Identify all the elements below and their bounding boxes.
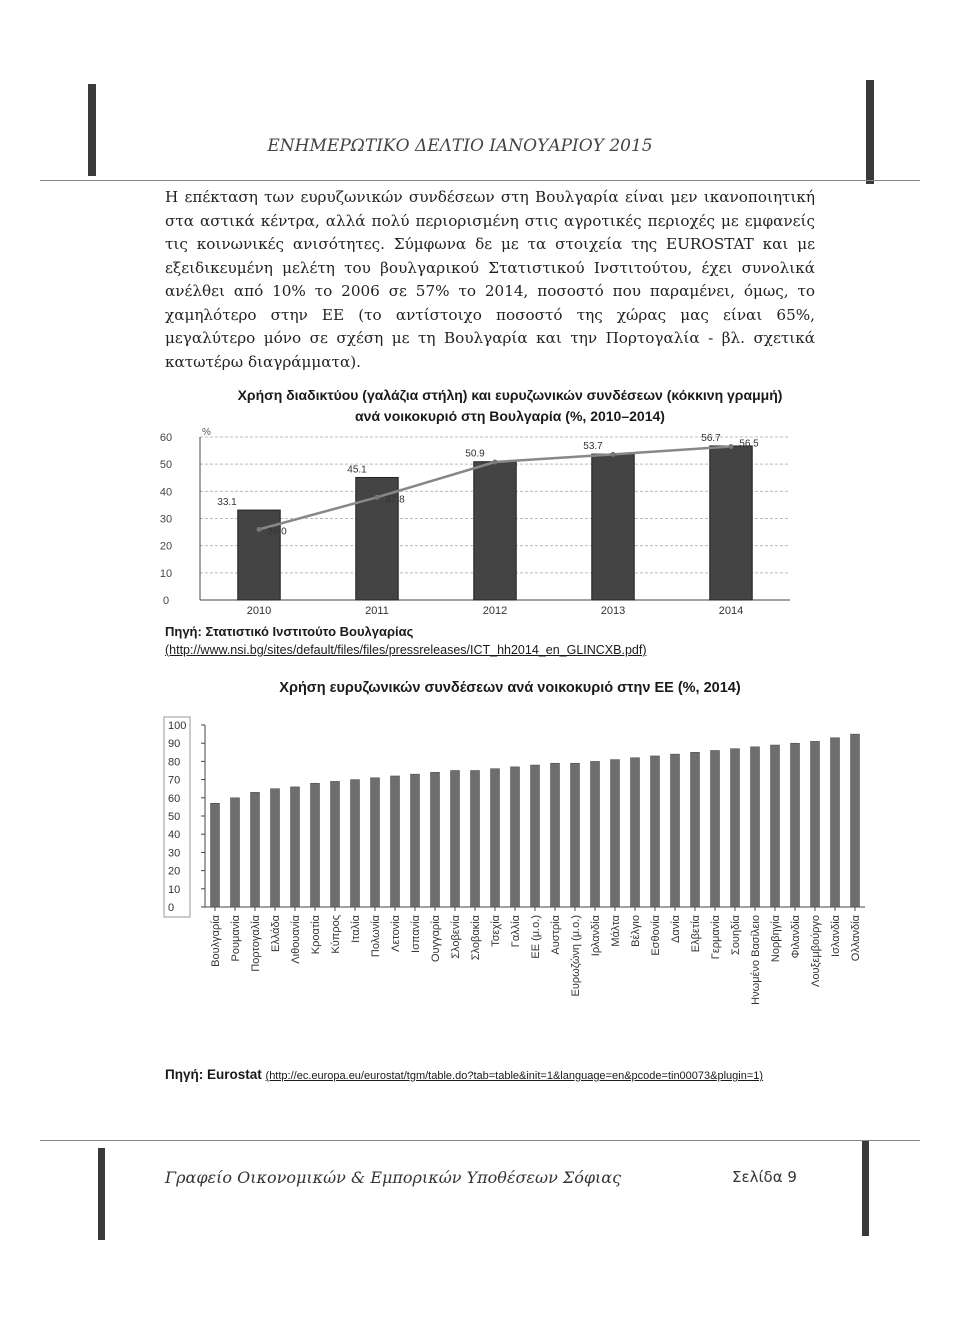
chart1-source-label-text: Πηγή: Στατιστικό Ινστιτούτο Βουλγαρίας <box>165 624 414 639</box>
chart2-xtick-label: Βέλγιο <box>630 915 642 947</box>
bottom-left-decor-bar <box>98 1148 105 1240</box>
chart2-xtick-label: Λουξεμβούργο <box>810 915 822 987</box>
chart1-ytick-label: 20 <box>159 540 173 553</box>
footer-office-name: Γραφείο Οικονομικών & Εμπορικών Υποθέσεων Σόφιας <box>165 1168 622 1187</box>
chart2-ytick-label: 80 <box>168 756 181 769</box>
chart2-ytick-label: 0 <box>168 902 175 914</box>
chart1-bar-label: 56.7 <box>701 432 721 444</box>
chart2-bar <box>731 749 740 907</box>
chart2-bar <box>831 738 840 907</box>
chart2-ytick-label: 100 <box>168 720 187 732</box>
top-left-decor-bar <box>88 84 96 176</box>
chart2-ytick-label: 50 <box>168 811 181 823</box>
page-header-title: ΕΝΗΜΕΡΩΤΙΚΟ ΔΕΛΤΙΟ ΙΑΝΟΥΑΡΙΟΥ 2015 <box>267 136 653 156</box>
chart2-xtick-label: Πολωνία <box>370 915 382 958</box>
chart2-source-label: Πηγή: Eurostat <box>165 1067 262 1082</box>
chart2-xtick-label: Ισλανδία <box>830 915 842 957</box>
top-right-decor-bar <box>866 80 874 184</box>
chart1-source-label <box>165 624 413 639</box>
chart1-ytick-label: 0 <box>162 595 170 607</box>
chart2-xtick-label: ΕΕ (μ.ο.) <box>530 915 542 959</box>
footer-page-number: Σελίδα 9 <box>732 1168 797 1186</box>
chart2-xtick-label: Μάλτα <box>610 915 622 947</box>
chart2-ytick-label: 20 <box>168 865 181 878</box>
chart1-xtick-label: 2011 <box>365 605 389 617</box>
chart2-xtick-label: Γερμανία <box>710 915 722 960</box>
chart2-xtick-label: Κροατία <box>310 915 322 955</box>
chart2-xtick-label: Βουλγαρία <box>210 915 222 967</box>
chart2-xtick-label: Νορβηγία <box>770 915 782 963</box>
bottom-right-decor-bar <box>862 1140 869 1236</box>
chart2-bar <box>371 778 380 907</box>
chart2-xtick-label: Ηνωμένο Βασίλειο <box>750 915 762 1005</box>
chart2-xtick-label: Ιταλία <box>350 915 362 943</box>
chart1-source-url[interactable] <box>165 642 647 657</box>
chart2-bar <box>531 765 540 907</box>
chart2-title: Χρήση ευρυζωνικών συνδέσεων ανά νοικοκυριό στην ΕΕ (%, 2014) <box>279 680 741 696</box>
chart1-ytick-label: 50 <box>159 459 173 472</box>
chart2-xtick-label: Ευρωζώνη (μ.ο.) <box>570 915 582 997</box>
chart1-line-point <box>611 452 616 457</box>
chart2-bar <box>571 763 580 907</box>
chart2-xtick-label: Λιθουανία <box>290 915 302 964</box>
footer-divider <box>40 1140 920 1141</box>
chart1-bar-label: 53.7 <box>583 441 603 453</box>
chart2-ytick-label: 30 <box>168 847 181 860</box>
chart1-title-line2: ανά νοικοκυριό στη Βουλγαρία (%, 2010–2014) <box>355 408 665 424</box>
chart2-bar <box>431 772 440 907</box>
chart2-xtick-label: Αυστρία <box>550 915 562 955</box>
eu-broadband-chart <box>160 715 880 1055</box>
chart1-bar <box>710 446 752 600</box>
chart1-xtick-label: 2013 <box>600 605 626 617</box>
chart2-xtick-label: Ολλανδία <box>850 915 862 962</box>
chart2-bar <box>271 789 280 907</box>
chart2-xtick-label: Εσθονία <box>650 915 662 956</box>
chart2-bar <box>771 745 780 907</box>
chart2-xtick-label: Ελβετία <box>690 915 702 953</box>
chart2-xtick-label: Λετονία <box>390 915 402 952</box>
chart2-source <box>165 1067 763 1082</box>
chart2-xtick-label: Ισπανία <box>410 915 422 953</box>
chart2-ytick-label: 70 <box>168 774 181 787</box>
chart2-xtick-label: Σλοβενία <box>450 915 462 959</box>
chart2-xtick-label: Σουηδία <box>730 915 742 955</box>
chart1-ytick-label: 40 <box>159 486 173 499</box>
chart2-source-url[interactable]: (http://ec.europa.eu/eurostat/tgm/table.do?tab=table&init=1&language=en&pcode=tin00073&plugin=1) <box>265 1070 764 1082</box>
chart1-bar <box>238 510 280 600</box>
chart2-bar <box>471 771 480 908</box>
chart2-bar <box>311 783 320 907</box>
chart2-bar <box>651 756 660 907</box>
chart2-xtick-label: Ουγγαρία <box>430 915 442 962</box>
chart1-ytick-label: 30 <box>159 513 173 526</box>
chart1-source-url-text[interactable]: (http://www.nsi.bg/sites/default/files/files/pressreleases/ICT_hh2014_en_GLINCXB.pdf) <box>165 643 647 657</box>
chart1-line-point <box>729 444 734 449</box>
chart1-line-point <box>493 459 498 464</box>
chart2-xtick-label: Τσεχία <box>490 915 502 947</box>
chart2-xtick-label: Πορτογαλία <box>250 915 262 972</box>
chart1-bar-label: 45.1 <box>347 464 367 476</box>
chart1-bar-label: 50.9 <box>465 448 485 460</box>
chart2-ytick-label: 40 <box>168 829 181 842</box>
chart1-xtick-label: 2010 <box>246 605 272 617</box>
chart2-bar <box>791 743 800 907</box>
chart2-xtick-label: Γαλλία <box>510 915 522 948</box>
chart2-xtick-label: Σλοβακία <box>470 915 482 961</box>
chart2-xtick-label: Φιλανδία <box>790 915 802 959</box>
chart1-line-point <box>257 527 262 532</box>
chart2-bar <box>611 760 620 907</box>
chart2-bar <box>331 781 340 907</box>
chart2-bar <box>251 792 260 907</box>
chart2-bar <box>411 774 420 907</box>
chart2-xtick-label: Ρουμανία <box>230 915 242 962</box>
chart2-bar <box>811 741 820 907</box>
chart2-bar <box>671 754 680 907</box>
chart1-line-label: 26.0 <box>267 526 287 538</box>
bulgaria-internet-chart <box>150 425 810 620</box>
chart1-bar <box>592 454 634 600</box>
chart2-bar <box>851 734 860 907</box>
chart2-bar <box>391 776 400 907</box>
chart2-bar <box>231 798 240 907</box>
chart2-bar <box>711 750 720 907</box>
chart1-ytick-label: 10 <box>159 567 173 580</box>
chart1-bar <box>474 462 516 600</box>
chart2-ytick-label: 10 <box>168 883 181 896</box>
chart1-ytick-label: 60 <box>159 432 173 444</box>
chart2-xtick-label: Ιρλανδία <box>590 915 602 957</box>
header-divider <box>40 180 920 181</box>
chart2-bar <box>291 787 300 907</box>
chart2-xtick-label: Κύπρος <box>330 915 342 954</box>
chart2-bar <box>491 769 500 907</box>
chart2-bar <box>451 771 460 908</box>
chart1-title-line1: Χρήση διαδικτύου (γαλάζια στήλη) και ευρυζωνικών συνδέσεων (κόκκινη γραμμή) <box>237 387 783 403</box>
chart1-xtick-label: 2014 <box>718 605 744 617</box>
chart2-bar <box>631 758 640 907</box>
chart1-line-label: 37.8 <box>385 494 405 506</box>
chart2-ytick-label: 90 <box>168 738 181 751</box>
chart2-bar <box>551 763 560 907</box>
chart2-bar <box>691 752 700 907</box>
chart1-line-point <box>375 495 380 500</box>
intro-paragraph: Η επέκταση των ευρυζωνικών συνδέσεων στη Βουλγαρία είναι μεν ικανοποιητική στα αστικά κέντρα, αλλά πολύ περιορισμένη στις αγροτικές περιοχές με εμφανείς τις κοινωνικές ανισότητες. Σύμφωνα δε με τα στοιχεία της EUROSTAT και με εξειδικευμένη μελέτη του βουλγαρικού Στατιστικού Ινστιτούτου, έχει συνολικά ανέλθει από 10% το 2006 σε 57% το 2014, ποσοστό που παραμένει, όμως, το χαμηλότερο στην ΕΕ (το αντίστοιχο ποσοστό της χώρας μας είναι 65%, μεγαλύτερο μόνο σε σχέση με τη Βουλγαρία και την Πορτογαλία - βλ. σχετικά κατωτέρω διαγράμματα). <box>165 188 815 371</box>
chart1-xtick-label: 2012 <box>482 605 508 617</box>
chart2-ytick-label: 60 <box>168 792 181 805</box>
chart1-line-label: 56.5 <box>739 438 759 450</box>
chart1-bar-label: 33.1 <box>217 497 237 509</box>
chart2-xtick-label: Δανία <box>670 915 682 944</box>
chart2-bar <box>591 761 600 907</box>
chart1-unit-label: % <box>202 427 211 438</box>
chart2-xtick-label: Ελλάδα <box>270 915 282 953</box>
chart2-bar <box>511 767 520 907</box>
chart2-bar <box>751 747 760 907</box>
chart2-bar <box>351 780 360 907</box>
chart2-bar <box>211 803 220 907</box>
